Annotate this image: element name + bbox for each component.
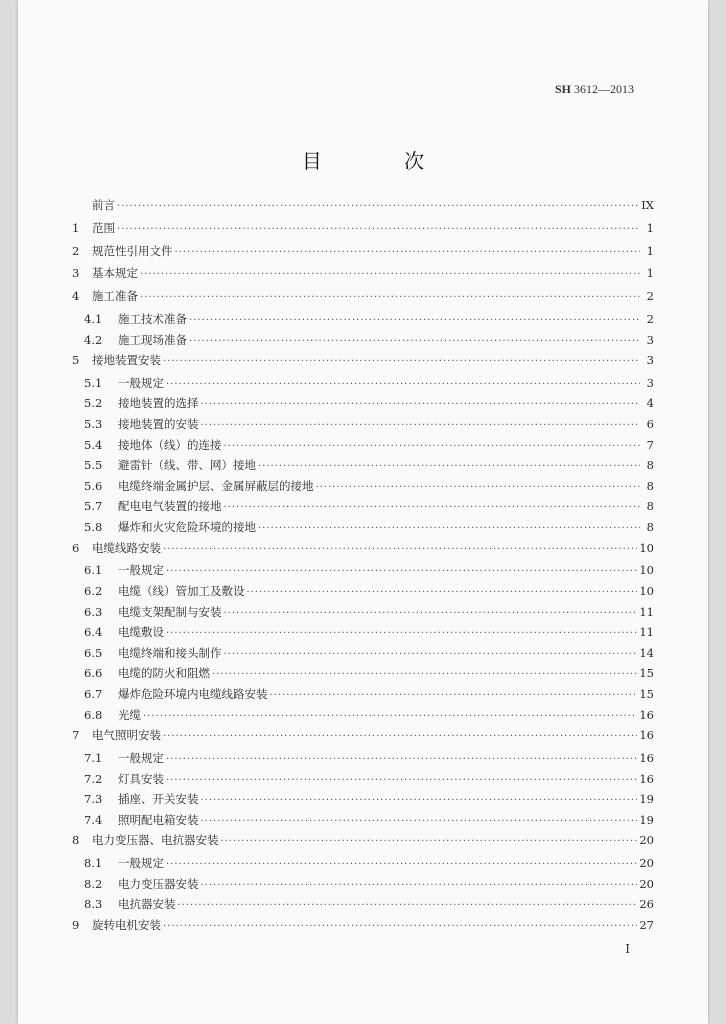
dot-leader (117, 201, 639, 212)
toc-entry-label: 接地装置的选择 (118, 396, 199, 411)
dot-leader (224, 502, 641, 513)
toc-entry-page: IX (641, 198, 654, 212)
toc-entry-page: 11 (639, 625, 654, 640)
toc-entry (72, 197, 654, 218)
toc-entry-page: 20 (639, 833, 654, 848)
toc-entry-number: 6.5 (84, 645, 103, 660)
toc-entry (72, 457, 654, 478)
toc-entry-page: 27 (639, 917, 654, 932)
toc-entry-page: 15 (639, 686, 654, 701)
toc-entry-page: 11 (639, 604, 654, 619)
toc-entry-page: 10 (639, 584, 654, 598)
dot-leader (166, 754, 637, 765)
toc-entry-page: 8 (646, 499, 654, 514)
toc-entry-number: 6 (72, 540, 80, 555)
toc-entry (72, 265, 654, 286)
toc-entry-label: 电抗器安装 (118, 897, 176, 912)
toc-entry-label: 电缆（线）管加工及敷设 (118, 584, 245, 598)
toc-entry-number: 6.1 (84, 563, 103, 578)
dot-leader (140, 292, 640, 303)
toc-entry-number: 5.6 (84, 478, 103, 493)
toc-entry (72, 604, 654, 625)
page-number: I (625, 942, 630, 956)
toc-entry (72, 375, 654, 396)
toc-entry-page: 16 (639, 707, 654, 722)
toc-entry (72, 855, 654, 876)
toc-entry (72, 812, 654, 833)
dot-leader (224, 608, 638, 619)
toc-entry-label: 灯具安装 (118, 771, 164, 786)
dot-leader (221, 836, 638, 847)
toc-entry-page: 4 (646, 396, 654, 411)
dot-leader (189, 336, 640, 347)
toc-entry (72, 583, 654, 604)
toc-entry-label: 一般规定 (118, 375, 164, 390)
dot-leader (201, 399, 641, 410)
toc-entry-label: 接地装置的安装 (118, 417, 199, 432)
toc-entry-page: 16 (639, 750, 654, 765)
toc-entry-label: 避雷针（线、带、网）接地 (118, 458, 256, 473)
toc-entry-label: 接地装置安装 (92, 353, 161, 368)
toc-entry-label: 光缆 (118, 707, 141, 722)
toc-entry-number: 6.7 (84, 686, 103, 701)
toc-entry-page: 15 (639, 666, 654, 681)
toc-entry-number: 1 (72, 220, 80, 235)
toc-entry-number: 7 (72, 728, 80, 743)
toc-entry-label: 电气照明安装 (92, 728, 161, 743)
toc-entry (72, 727, 654, 748)
toc-entry-page: 3 (646, 375, 654, 390)
toc-entry-page: 20 (639, 856, 654, 871)
toc-entry (72, 311, 654, 332)
toc-entry (72, 332, 654, 353)
toc-entry-page: 10 (639, 563, 654, 578)
toc-entry-page: 10 (639, 540, 654, 555)
toc-entry (72, 686, 654, 707)
toc-entry-label: 电缆终端金属护层、金属屏蔽层的接地 (118, 478, 314, 493)
dot-leader (163, 731, 637, 742)
toc-entry-label: 一般规定 (118, 563, 164, 578)
toc-entry-label: 电缆线路安装 (92, 540, 161, 555)
toc-entry-page: 7 (646, 437, 654, 452)
toc-entry-label: 电缆敷设 (118, 625, 164, 640)
toc-entry (72, 791, 654, 812)
toc-entry-label: 爆炸和火灾危险环境的接地 (118, 520, 256, 535)
toc-entry-number: 6.2 (84, 584, 103, 598)
toc-entry-page: 1 (646, 266, 654, 281)
toc-entry (72, 478, 654, 499)
dot-leader (166, 775, 637, 786)
toc-entry-label: 爆炸危险环境内电缆线路安装 (118, 686, 268, 701)
toc-entry-number: 5.3 (84, 417, 103, 432)
toc-entry (72, 750, 654, 771)
toc-entry (72, 519, 654, 540)
dot-leader (117, 224, 640, 235)
toc-entry-number: 6.3 (84, 604, 103, 619)
toc-entry-page: 3 (646, 332, 654, 347)
dot-leader (212, 669, 637, 680)
dot-leader (166, 379, 640, 390)
toc-entry-label: 前言 (92, 198, 115, 212)
toc-entry (72, 876, 654, 897)
toc-entry-page: 8 (646, 520, 654, 535)
toc-entry-number: 6.6 (84, 666, 103, 681)
toc-entry-number: 5.1 (84, 375, 103, 390)
toc-entry-number: 7.4 (84, 812, 103, 827)
toc-entry-label: 施工准备 (92, 289, 138, 304)
toc-entry-number: 5.5 (84, 458, 103, 473)
toc-entry-label: 电力变压器安装 (118, 876, 199, 891)
toc-entry-label: 接地体（线）的连接 (118, 437, 222, 452)
toc-entry-label: 配电电气装置的接地 (118, 499, 222, 514)
dot-leader (258, 523, 640, 534)
toc-entry-number: 6.8 (84, 707, 103, 722)
dot-leader (201, 880, 638, 891)
toc-entry-page: 16 (639, 771, 654, 786)
toc-entry (72, 437, 654, 458)
toc-entry (72, 917, 654, 938)
dot-leader (166, 566, 637, 577)
toc-entry (72, 896, 654, 917)
dot-leader (166, 859, 637, 870)
toc-entry-number: 5.4 (84, 437, 103, 452)
toc-entry (72, 665, 654, 686)
dot-leader (224, 441, 641, 452)
dot-leader (258, 461, 640, 472)
toc-entry-number: 7.1 (84, 750, 103, 765)
dot-leader (316, 482, 641, 493)
toc-entry-page: 8 (646, 458, 654, 473)
toc-entry-number: 5.2 (84, 396, 103, 411)
toc-entry-page: 14 (639, 645, 654, 660)
toc-entry (72, 416, 654, 437)
toc-entry-number: 7.2 (84, 771, 103, 786)
dot-leader (163, 544, 637, 555)
dot-leader (166, 628, 637, 639)
toc-entry-number: 8.2 (84, 876, 103, 891)
toc-entry-number: 7.3 (84, 792, 103, 807)
toc-entry-number: 5.7 (84, 499, 103, 514)
dot-leader (189, 315, 640, 326)
toc-entry-page: 1 (646, 220, 654, 235)
toc-entry (72, 771, 654, 792)
toc-entry-label: 电缆支架配制与安装 (118, 604, 222, 619)
toc-entry-label: 一般规定 (118, 856, 164, 871)
toc-entry-number: 6.4 (84, 625, 103, 640)
toc-entry (72, 832, 654, 853)
toc-entry-number: 5.8 (84, 520, 103, 535)
toc-entry-label: 电缆终端和接头制作 (118, 645, 222, 660)
standard-code (555, 82, 634, 97)
dot-leader (175, 247, 641, 258)
toc-entry (72, 707, 654, 728)
dot-leader (270, 690, 638, 701)
dot-leader (163, 356, 640, 367)
dot-leader (201, 420, 641, 431)
toc-entry-page: 19 (639, 792, 654, 807)
toc-entry-number: 8 (72, 833, 80, 848)
dot-leader (143, 711, 637, 722)
toc-entry-number: 5 (72, 353, 80, 368)
toc-entry (72, 395, 654, 416)
dot-leader (178, 900, 638, 911)
toc-entry-label: 电缆的防火和阻燃 (118, 666, 210, 681)
toc-entry-page: 8 (646, 478, 654, 493)
toc-entry (72, 540, 654, 561)
toc-entry (72, 624, 654, 645)
dot-leader (247, 587, 638, 598)
page-title: 目 次 (301, 149, 463, 173)
toc-entry-label: 电力变压器、电抗器安装 (92, 833, 219, 848)
standard-code-number: 3612—2013 (574, 82, 634, 96)
table-of-contents (72, 197, 654, 940)
toc-entry-page: 2 (646, 289, 654, 304)
toc-entry (72, 243, 654, 264)
toc-entry-page: 19 (639, 812, 654, 827)
toc-entry-number: 8.1 (84, 856, 103, 871)
toc-entry-number: 8.3 (84, 897, 103, 912)
dot-leader (201, 816, 638, 827)
document-page (18, 0, 708, 1024)
toc-entry-label: 旋转电机安装 (92, 917, 161, 932)
toc-entry (72, 288, 654, 309)
toc-entry-page: 26 (639, 897, 654, 912)
dot-leader (163, 921, 637, 932)
toc-entry-label: 范围 (92, 220, 115, 235)
toc-entry-page: 3 (646, 353, 654, 368)
toc-entry (72, 352, 654, 373)
toc-entry-number: 4.1 (84, 311, 103, 326)
toc-entry-page: 16 (639, 728, 654, 743)
toc-entry (72, 562, 654, 583)
toc-entry-page: 6 (646, 417, 654, 432)
toc-entry (72, 498, 654, 519)
toc-entry-page: 20 (639, 876, 654, 891)
toc-entry-label: 施工现场准备 (118, 332, 187, 347)
toc-entry (72, 645, 654, 666)
toc-entry (72, 220, 654, 241)
toc-entry-label: 插座、开关安装 (118, 792, 199, 807)
toc-entry-number: 4.2 (84, 332, 103, 347)
toc-entry-label: 基本规定 (92, 266, 138, 281)
toc-entry-number: 9 (72, 917, 80, 932)
toc-entry-label: 一般规定 (118, 750, 164, 765)
dot-leader (224, 649, 638, 660)
toc-entry-label: 施工技术准备 (118, 311, 187, 326)
toc-entry-page: 2 (646, 311, 654, 326)
toc-entry-number: 3 (72, 266, 80, 281)
toc-entry-number: 2 (72, 243, 80, 258)
toc-entry-number: 4 (72, 289, 80, 304)
toc-entry-label: 规范性引用文件 (92, 243, 173, 258)
dot-leader (201, 795, 638, 806)
toc-entry-page: 1 (646, 243, 654, 258)
toc-entry-label: 照明配电箱安装 (118, 812, 199, 827)
dot-leader (140, 269, 640, 280)
standard-code-prefix: SH (554, 82, 571, 96)
